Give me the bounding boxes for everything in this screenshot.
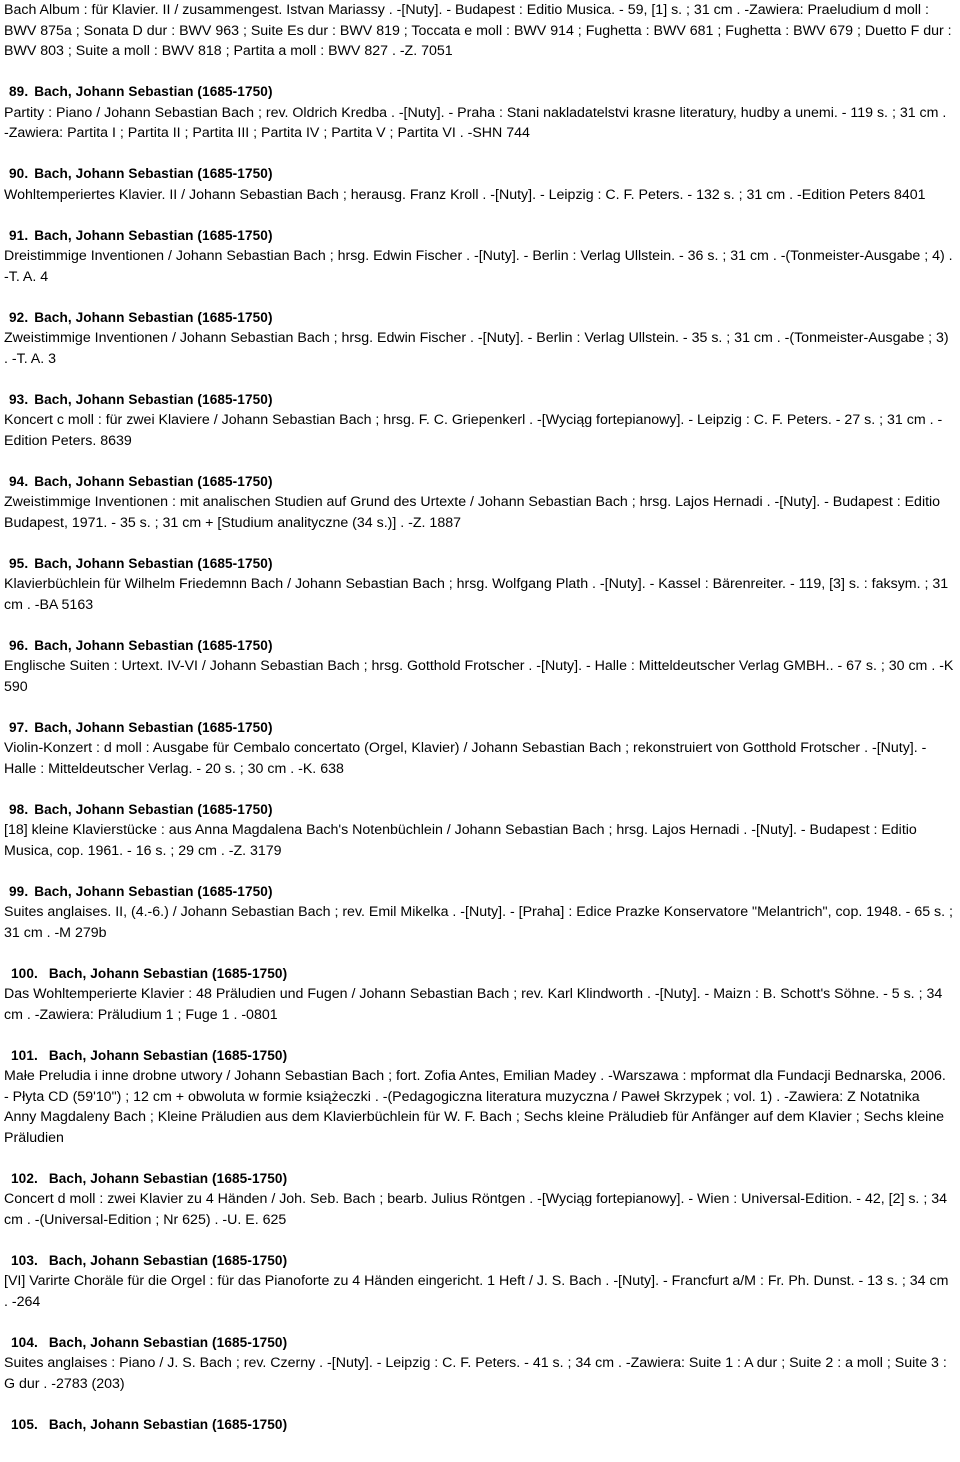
entry-heading xyxy=(4,1251,954,1272)
catalog-entry xyxy=(4,1251,954,1313)
entry-number: 91. xyxy=(9,227,29,243)
catalog-entry xyxy=(4,554,954,616)
entry-heading xyxy=(4,472,954,493)
entry-list xyxy=(4,82,954,1435)
entry-number: 96. xyxy=(9,637,29,653)
entry-description: [VI] Varirte Choräle für die Orgel : für das Pianoforte zu 4 Händen eingericht. 1 Heft / J. S. Bach . -[Nuty]. - Francfurt a/M : Fr. Ph. Dunst. - 13 s. ; 34 cm . -264 xyxy=(4,1273,949,1310)
entry-description: Violin-Konzert : d moll : Ausgabe für Cembalo concertato (Orgel, Klavier) / Johann Sebastian Bach ; rekonstruiert von Gotthold Frotscher . -[Nuty]. - Halle : Mitteldeutscher Verlag. - 20 s. ; 30 cm . -K. 638 xyxy=(4,740,927,777)
entry-author: Bach, Johann Sebastian (1685-1750) xyxy=(34,637,273,653)
entry-continuation: Bach Album : für Klavier. II / zusammengest. Istvan Mariassy . -[Nuty]. - Budapest : Editio Musica. - 59, [1] s. ; 31 cm . -Zawiera: Praeludium d moll : BWV 875a ; Sonata D dur : BWV 963 ; Suite Es dur : BWV 819 ; Toccata e moll : BWV 914 ; Fughetta : BWV 681 ; Fughetta : BWV 679 ; Duetto F dur : BWV 803 ; Suite a moll : BWV 818 ; Partita a moll : BWV 827 . -Z. 7051 xyxy=(4,2,952,59)
catalog-entry xyxy=(4,800,954,862)
entry-author: Bach, Johann Sebastian (1685-1750) xyxy=(34,227,273,243)
entry-number: 94. xyxy=(9,473,29,489)
entry-description: Partity : Piano / Johann Sebastian Bach ; rev. Oldrich Kredba . -[Nuty]. - Praha : Stani nakladatelstvi krasne literatury, hudby a unemi. - 119 s. ; 31 cm . -Zawiera: Partita I ; Partita II ; Partita III ; Partita IV ; Partita V ; Partita VI . -SHN 744 xyxy=(4,104,947,141)
entry-author: Bach, Johann Sebastian (1685-1750) xyxy=(48,965,288,981)
entry-author: Bach, Johann Sebastian (1685-1750) xyxy=(34,309,273,325)
entry-heading xyxy=(4,82,954,103)
entry-author: Bach, Johann Sebastian (1685-1750) xyxy=(48,1047,288,1063)
entry-description: [18] kleine Klavierstücke : aus Anna Magdalena Bach's Notenbüchlein / Johann Sebastian Bach ; hrsg. Lajos Hernadi . -[Nuty]. - Budapest : Editio Musica, cop. 1961. - 16 s. ; 29 cm . -Z. 3179 xyxy=(4,822,917,859)
entry-heading xyxy=(4,636,954,657)
entry-author: Bach, Johann Sebastian (1685-1750) xyxy=(34,166,273,181)
catalog-entry xyxy=(4,390,954,452)
entry-author: Bach, Johann Sebastian (1685-1750) xyxy=(48,1252,288,1268)
entry-number: 100. xyxy=(11,965,38,981)
entry-author: Bach, Johann Sebastian (1685-1750) xyxy=(34,84,273,99)
entry-description: Koncert c moll : für zwei Klaviere / Johann Sebastian Bach ; hrsg. F. C. Griepenkerl . -[Wyciąg fortepianowy]. - Leipzig : C. F. Peters. - 27 s. ; 31 cm . -Edition Peters. 8639 xyxy=(4,412,943,449)
entry-heading xyxy=(4,1046,954,1067)
catalog-entry xyxy=(4,1046,954,1149)
entry-description: Małe Preludia i inne drobne utwory / Johann Sebastian Bach ; fort. Zofia Antes, Emilian Madey . -Warszawa : mpformat dla Fundacji Bednarska, 2006. - Płyta CD (59'10") ; 12 cm + obwoluta w formie książeczki . -(Pedagogiczna literatura muzyczna / Paweł Skrzypek ; vol. 1) . -Zawiera: Z Notatnika Anny Magdaleny Bach ; Kleine Präludien aus dem Klavierbüchlein für W. F. Bach ; Sechs kleine Präludieb für Anfänger auf dem Klavier ; Sechs kleine Präludien xyxy=(4,1068,946,1146)
entry-number: 101. xyxy=(11,1047,38,1063)
entry-author: Bach, Johann Sebastian (1685-1750) xyxy=(34,883,273,899)
entry-description: Dreistimmige Inventionen / Johann Sebastian Bach ; hrsg. Edwin Fischer . -[Nuty]. - Berlin : Verlag Ullstein. - 36 s. ; 31 cm . -(Tonmeister-Ausgabe ; 4) . -T. A. 4 xyxy=(4,248,953,285)
catalog-entry xyxy=(4,226,954,288)
entry-number: 99. xyxy=(9,883,29,899)
catalog-entry xyxy=(4,164,954,205)
entry-heading xyxy=(4,964,954,985)
entry-number: 98. xyxy=(9,801,29,817)
entry-heading xyxy=(4,882,954,903)
catalog-entry xyxy=(4,1169,954,1231)
catalog-entry xyxy=(4,718,954,780)
entry-author: Bach, Johann Sebastian (1685-1750) xyxy=(34,391,273,407)
entry-description: Englische Suiten : Urtext. IV-VI / Johann Sebastian Bach ; hrsg. Gotthold Frotscher . -[Nuty]. - Halle : Mitteldeutscher Verlag GMBH.. - 67 s. ; 30 cm . -K 590 xyxy=(4,658,954,695)
entry-number: 92. xyxy=(9,309,29,325)
entry-author: Bach, Johann Sebastian (1685-1750) xyxy=(34,473,273,489)
entry-description: Wohltemperiertes Klavier. II / Johann Sebastian Bach ; herausg. Franz Kroll . -[Nuty]. - Leipzig : C. F. Peters. - 132 s. ; 31 cm . -Edition Peters 8401 xyxy=(4,186,926,203)
catalog-entry xyxy=(4,882,954,944)
entry-heading xyxy=(4,308,954,329)
entry-heading xyxy=(4,390,954,411)
catalog-entry xyxy=(4,636,954,698)
entry-heading xyxy=(4,554,954,575)
entry-heading xyxy=(4,1333,954,1354)
entry-description: Suites anglaises. II, (4.-6.) / Johann Sebastian Bach ; rev. Emil Mikelka . -[Nuty]. - [Praha] : Edice Prazke Konservatore "Melantrich", cop. 1948. - 65 s. ; 31 cm . -M 279b xyxy=(4,904,953,941)
entry-number: 90. xyxy=(9,166,29,181)
entry-number: 102. xyxy=(11,1170,38,1186)
entry-description: Zweistimmige Inventionen / Johann Sebastian Bach ; hrsg. Edwin Fischer . -[Nuty]. - Berlin : Verlag Ullstein. - 35 s. ; 31 cm . -(Tonmeister-Ausgabe ; 3) . -T. A. 3 xyxy=(4,330,949,367)
entry-description: Zweistimmige Inventionen : mit analischen Studien auf Grund des Urtexte / Johann Sebastian Bach ; hrsg. Lajos Hernadi . -[Nuty]. - Budapest : Editio Budapest, 1971. - 35 s. ; 31 cm + [Studium analityczne (34 s.)] . -Z. 1887 xyxy=(4,494,941,531)
entry-description: Das Wohltemperierte Klavier : 48 Präludien und Fugen / Johann Sebastian Bach ; rev. Karl Klindworth . -[Nuty]. - Maizn : B. Schott's Söhne. - 5 s. ; 34 cm . -Zawiera: Präludium 1 ; Fuge 1 . -0801 xyxy=(4,986,943,1023)
entry-heading xyxy=(4,226,954,247)
catalog-entry xyxy=(4,82,954,144)
entry-number: 97. xyxy=(9,719,29,735)
catalog-entry xyxy=(4,1415,954,1436)
entry-number: 93. xyxy=(9,391,29,407)
entry-number: 104. xyxy=(11,1334,38,1350)
entry-number: 105. xyxy=(11,1416,38,1432)
entry-author: Bach, Johann Sebastian (1685-1750) xyxy=(34,555,273,571)
entry-description: Klavierbüchlein für Wilhelm Friedemnn Bach / Johann Sebastian Bach ; hrsg. Wolfgang Plath . -[Nuty]. - Kassel : Bärenreiter. - 119, [3] s. : faksym. ; 31 cm . -BA 5163 xyxy=(4,576,949,613)
catalog-entry xyxy=(4,472,954,534)
catalog-entry xyxy=(4,308,954,370)
entry-number: 95. xyxy=(9,555,29,571)
entry-author: Bach, Johann Sebastian (1685-1750) xyxy=(34,801,273,817)
entry-description: Suites anglaises : Piano / J. S. Bach ; rev. Czerny . -[Nuty]. - Leipzig : C. F. Peters. - 41 s. ; 34 cm . -Zawiera: Suite 1 : A dur ; Suite 2 : a moll ; Suite 3 : G dur . -2783 (203) xyxy=(4,1355,947,1392)
entry-author: Bach, Johann Sebastian (1685-1750) xyxy=(34,719,273,735)
catalog-entry xyxy=(4,1333,954,1395)
catalog-entry xyxy=(4,964,954,1026)
entry-heading xyxy=(4,1415,954,1436)
entry-number: 89. xyxy=(9,84,29,99)
entry-heading xyxy=(4,164,954,185)
entry-number: 103. xyxy=(11,1252,38,1268)
entry-author: Bach, Johann Sebastian (1685-1750) xyxy=(48,1170,288,1186)
entry-heading xyxy=(4,718,954,739)
entry-heading xyxy=(4,1169,954,1190)
entry-author: Bach, Johann Sebastian (1685-1750) xyxy=(48,1416,288,1432)
entry-description: Concert d moll : zwei Klavier zu 4 Händen / Joh. Seb. Bach ; bearb. Julius Röntgen . -[Wyciąg fortepianowy]. - Wien : Universal-Edition. - 42, [2] s. ; 34 cm . -(Universal-Edition ; Nr 625) . -U. E. 625 xyxy=(4,1191,947,1228)
entry-author: Bach, Johann Sebastian (1685-1750) xyxy=(48,1334,288,1350)
entry-heading xyxy=(4,800,954,821)
